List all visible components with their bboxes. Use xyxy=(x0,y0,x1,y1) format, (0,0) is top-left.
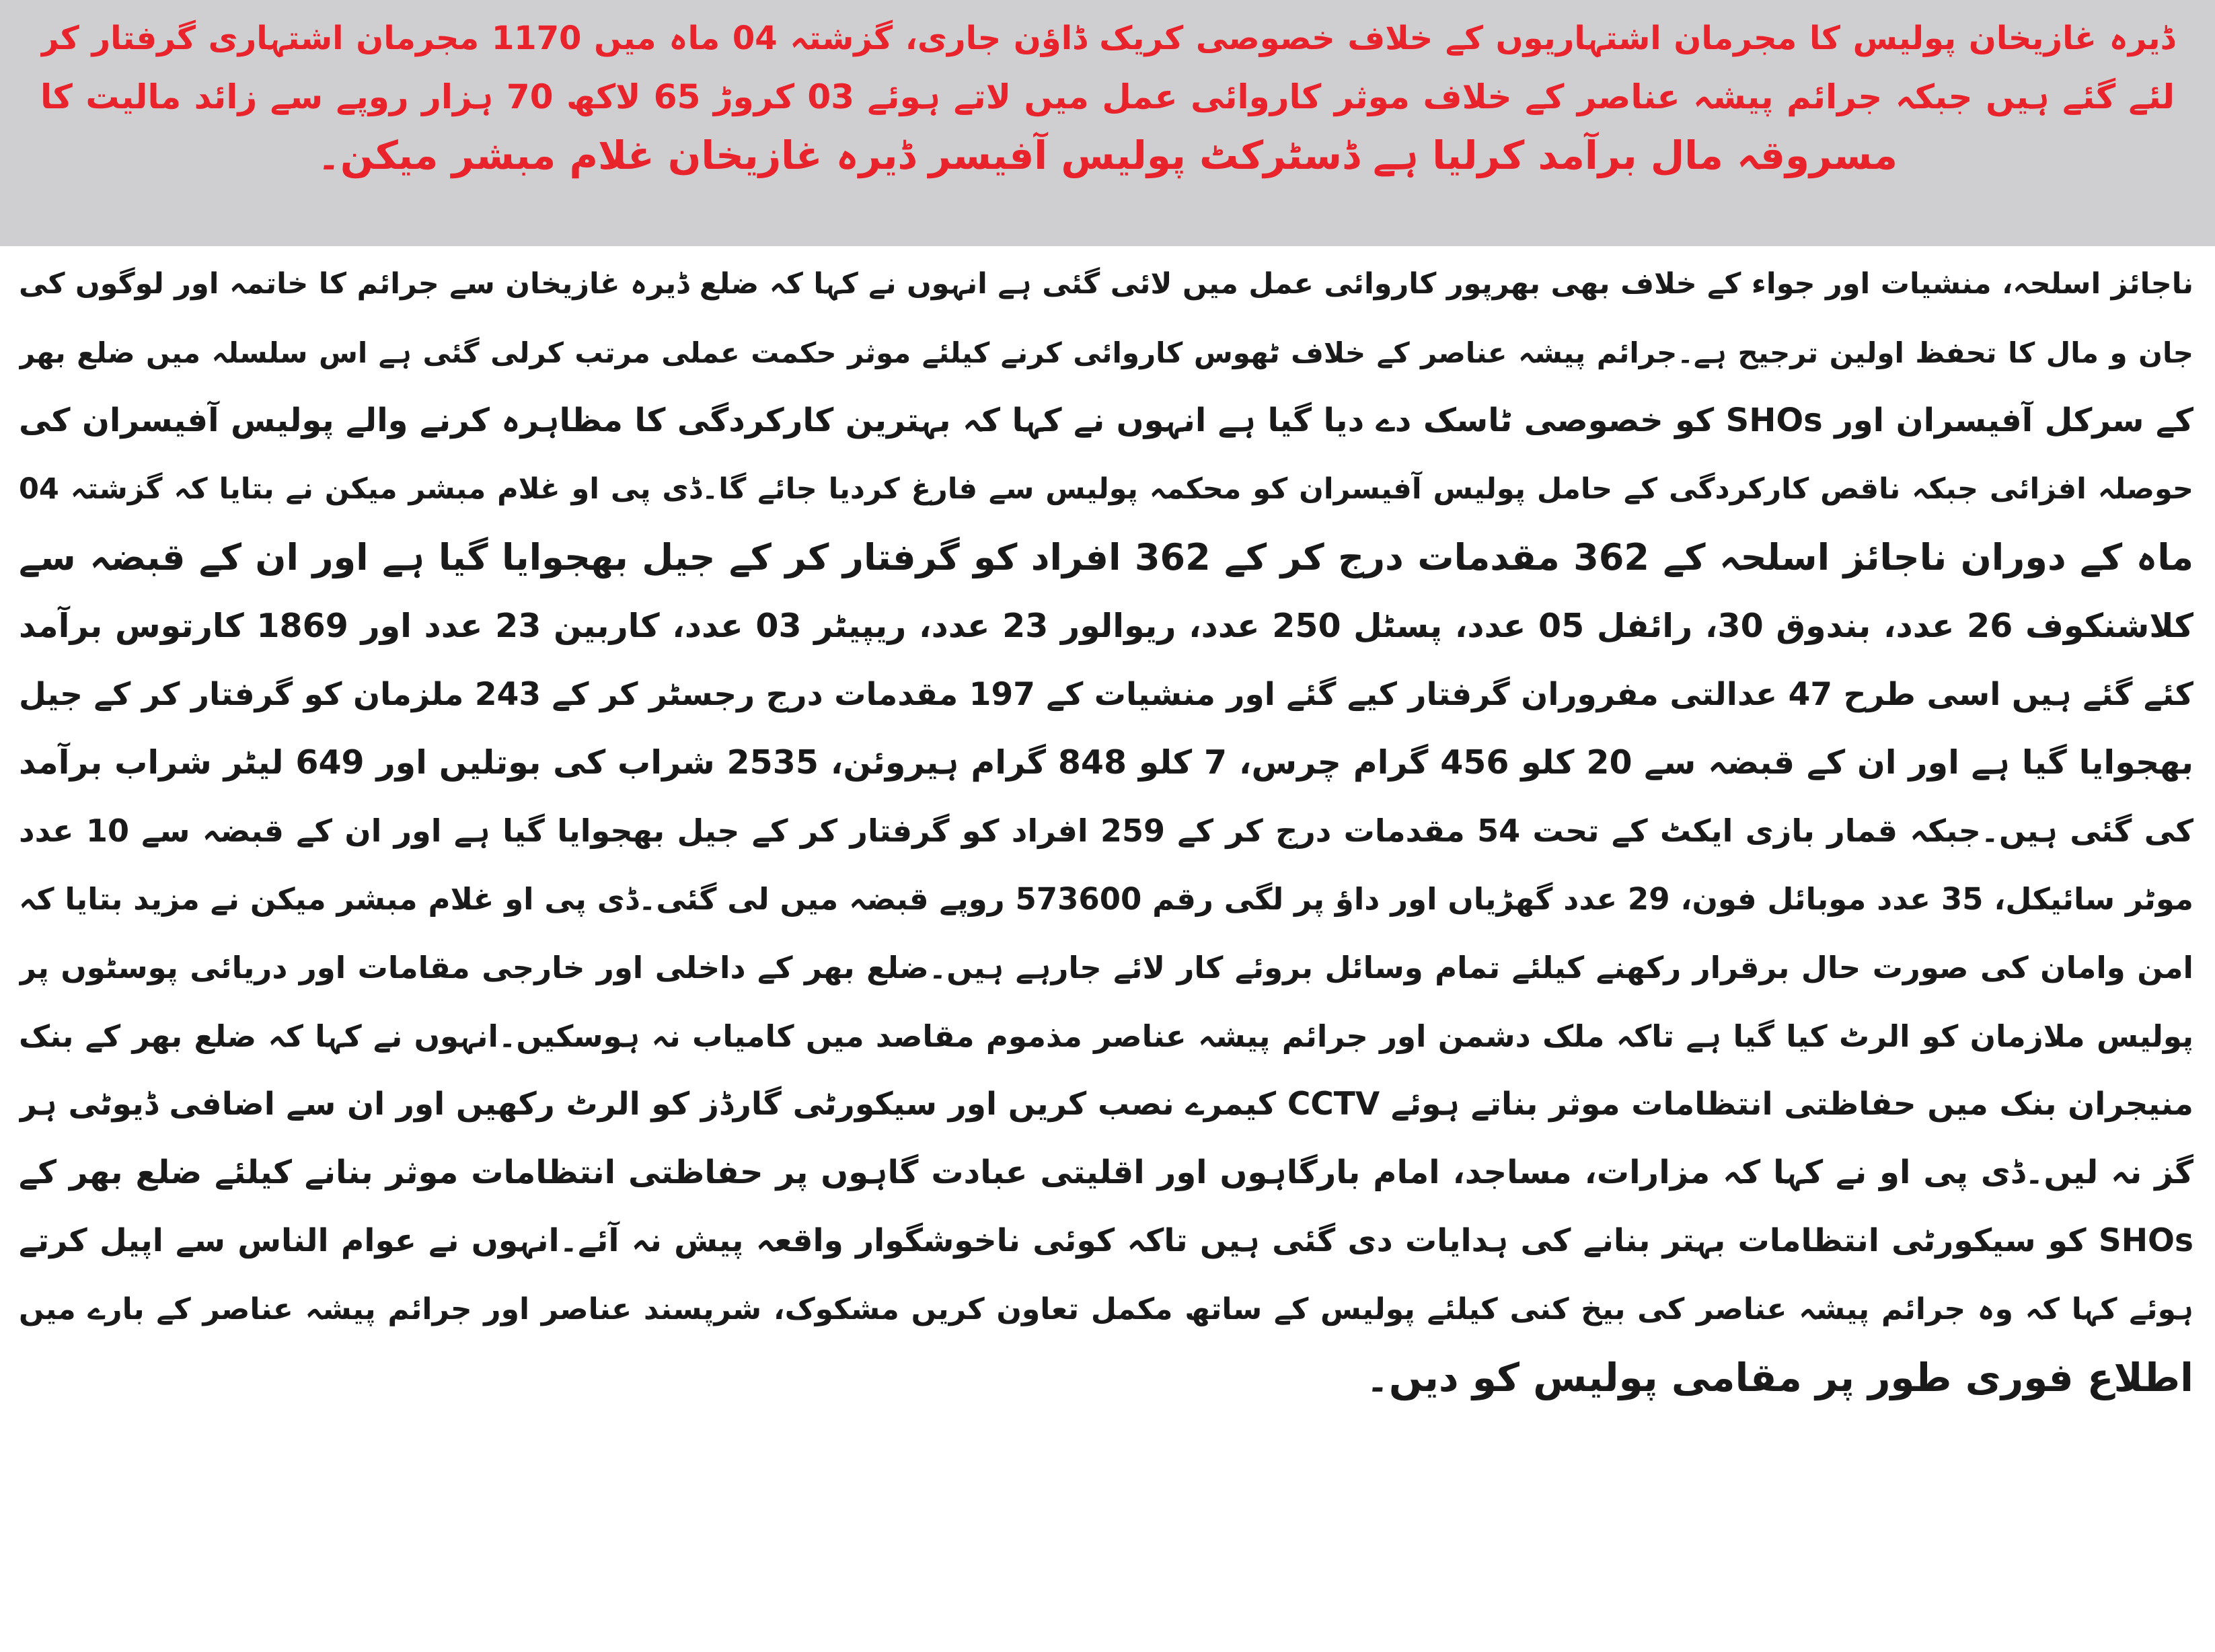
body-line-2: جان و مال کا تحفظ اولین ترجیح ہے۔جرائم پیشہ عناصر کے خلاف ٹھوس کاروائی کرنے کیلئے موثر حکمت عملی مرتب کرلی گئی ہے اس سلسلہ میں ضلع بھر xyxy=(19,336,2193,369)
body-line-13: منیجران بنک میں حفاظتی انتظامات موثر بناتے ہوئے CCTV کیمرے نصب کریں اور سیکورٹی گارڈز کو الرٹ رکھیں اور ان سے اضافی ڈیوٹی ہر xyxy=(19,1086,2193,1123)
body-line-11: امن وامان کی صورت حال برقرار رکھنے کیلئے تمام وسائل بروئے کار لائے جارہے ہیں۔ضلع بھر کے داخلی اور خارجی مقامات اور دریائی پوسٹوں پر xyxy=(19,949,2193,985)
body-line-9: کی گئی ہیں۔جبکہ قمار بازی ایکٹ کے تحت 54 مقدمات درج کر کے 259 افراد کو گرفتار کر کے جیل بھجوایا گیا ہے اور ان کے قبضہ سے 10 عدد xyxy=(19,812,2193,849)
body-line-7: کئے گئے ہیں اسی طرح 47 عدالتی مفروران گرفتار کیے گئے اور منشیات کے 197 مقدمات درج رجسٹر کر کے 243 ملزمان کو گرفتار کر کے جیل xyxy=(19,675,2193,713)
headline-box xyxy=(0,0,2215,246)
article-body xyxy=(0,250,2215,1652)
body-line-10: موٹر سائیکل، 35 عدد موبائل فون، 29 عدد گھڑیاں اور داؤ پر لگی رقم 573600 روپے قبضہ میں لی گئی۔ڈی پی او غلام مبشر میکن نے مزید بتایا کہ xyxy=(19,881,2193,917)
headline-line-3: مسروقہ مال برآمد کرلیا ہے ڈسٹرکٹ پولیس آفیسر ڈیرہ غازیخان غلام مبشر میکن۔ xyxy=(317,133,1898,178)
headline-line-1: ڈیرہ غازیخان پولیس کا مجرمان اشتہاریوں کے خلاف خصوصی کریک ڈاؤن جاری، گزشتہ 04 ماہ میں 1170 مجرمان اشتہاری گرفتار کر xyxy=(40,20,2175,57)
body-line-5: ماہ کے دوران ناجائز اسلحہ کے 362 مقدمات درج کر کے 362 افراد کو گرفتار کر کے جیل بھجوایا گیا ہے اور ان کے قبضہ سے xyxy=(19,536,2193,579)
body-line-12: پولیس ملازمان کو الرٹ کیا گیا ہے تاکہ ملک دشمن اور جرائم پیشہ عناصر مذموم مقاصد میں کامیاب نہ ہوسکیں۔انہوں نے کہا کہ ضلع بھر کے بنک xyxy=(19,1018,2193,1054)
body-line-8: بھجوایا گیا ہے اور ان کے قبضہ سے 20 کلو 456 گرام چرس، 7 کلو 848 گرام ہیروئن، 2535 شراب کی بوتلیں اور 649 لیٹر شراب برآمد xyxy=(19,743,2193,782)
body-line-16: ہوئے کہا کہ وہ جرائم پیشہ عناصر کی بیخ کنی کیلئے پولیس کے ساتھ مکمل تعاون کریں مشکوک، شرپسند عناصر اور جرائم پیشہ عناصر کے بارے میں xyxy=(19,1291,2193,1326)
body-line-17: اطلاع فوری طور پر مقامی پولیس کو دیں۔ xyxy=(1365,1354,2193,1400)
body-line-6: کلاشنکوف 26 عدد، بندوق 30، رائفل 05 عدد، پسٹل 250 عدد، ریوالور 23 عدد، ریپیٹر 03 عدد، کاربین 23 عدد اور 1869 کارتوس برآمد xyxy=(19,606,2193,645)
body-line-15: SHOs کو سیکورٹی انتظامات بہتر بنانے کی ہدایات دی گئی ہیں تاکہ کوئی ناخوشگوار واقعہ پیش نہ آئے۔انہوں نے عوام الناس سے اپیل کرتے xyxy=(19,1222,2193,1260)
body-line-3: کے سرکل آفیسران اور SHOs کو خصوصی ٹاسک دے دیا گیا ہے انہوں نے کہا کہ بہترین کارکردگی کا مظاہرہ کرنے والے پولیس آفیسران کی xyxy=(19,402,2193,440)
body-line-4: حوصلہ افزائی جبکہ ناقص کارکردگی کے حامل پولیس آفیسران کو محکمہ پولیس سے فارغ کردیا جائے گا۔ڈی پی او غلام مبشر میکن نے بتایا کہ گزشتہ 04 xyxy=(19,472,2193,506)
headline-line-2: لئے گئے ہیں جبکہ جرائم پیشہ عناصر کے خلاف موثر کاروائی عمل میں لاتے ہوئے 03 کروڑ 65 لاکھ 70 ہزار روپے سے زائد مالیت کا xyxy=(40,77,2175,116)
body-line-1: ناجائز اسلحہ، منشیات اور جواء کے خلاف بھی بھرپور کاروائی عمل میں لائی گئی ہے انہوں نے کہا کہ ضلع ڈیرہ غازیخان سے جرائم کا خاتمہ اور لوگوں کی xyxy=(19,267,2193,301)
body-line-14: گز نہ لیں۔ڈی پی او نے کہا کہ مزارات، مساجد، امام بارگاہوں اور اقلیتی عبادت گاہوں پر حفاظتی انتظامات موثر بنانے کیلئے ضلع بھر کے xyxy=(19,1153,2193,1191)
